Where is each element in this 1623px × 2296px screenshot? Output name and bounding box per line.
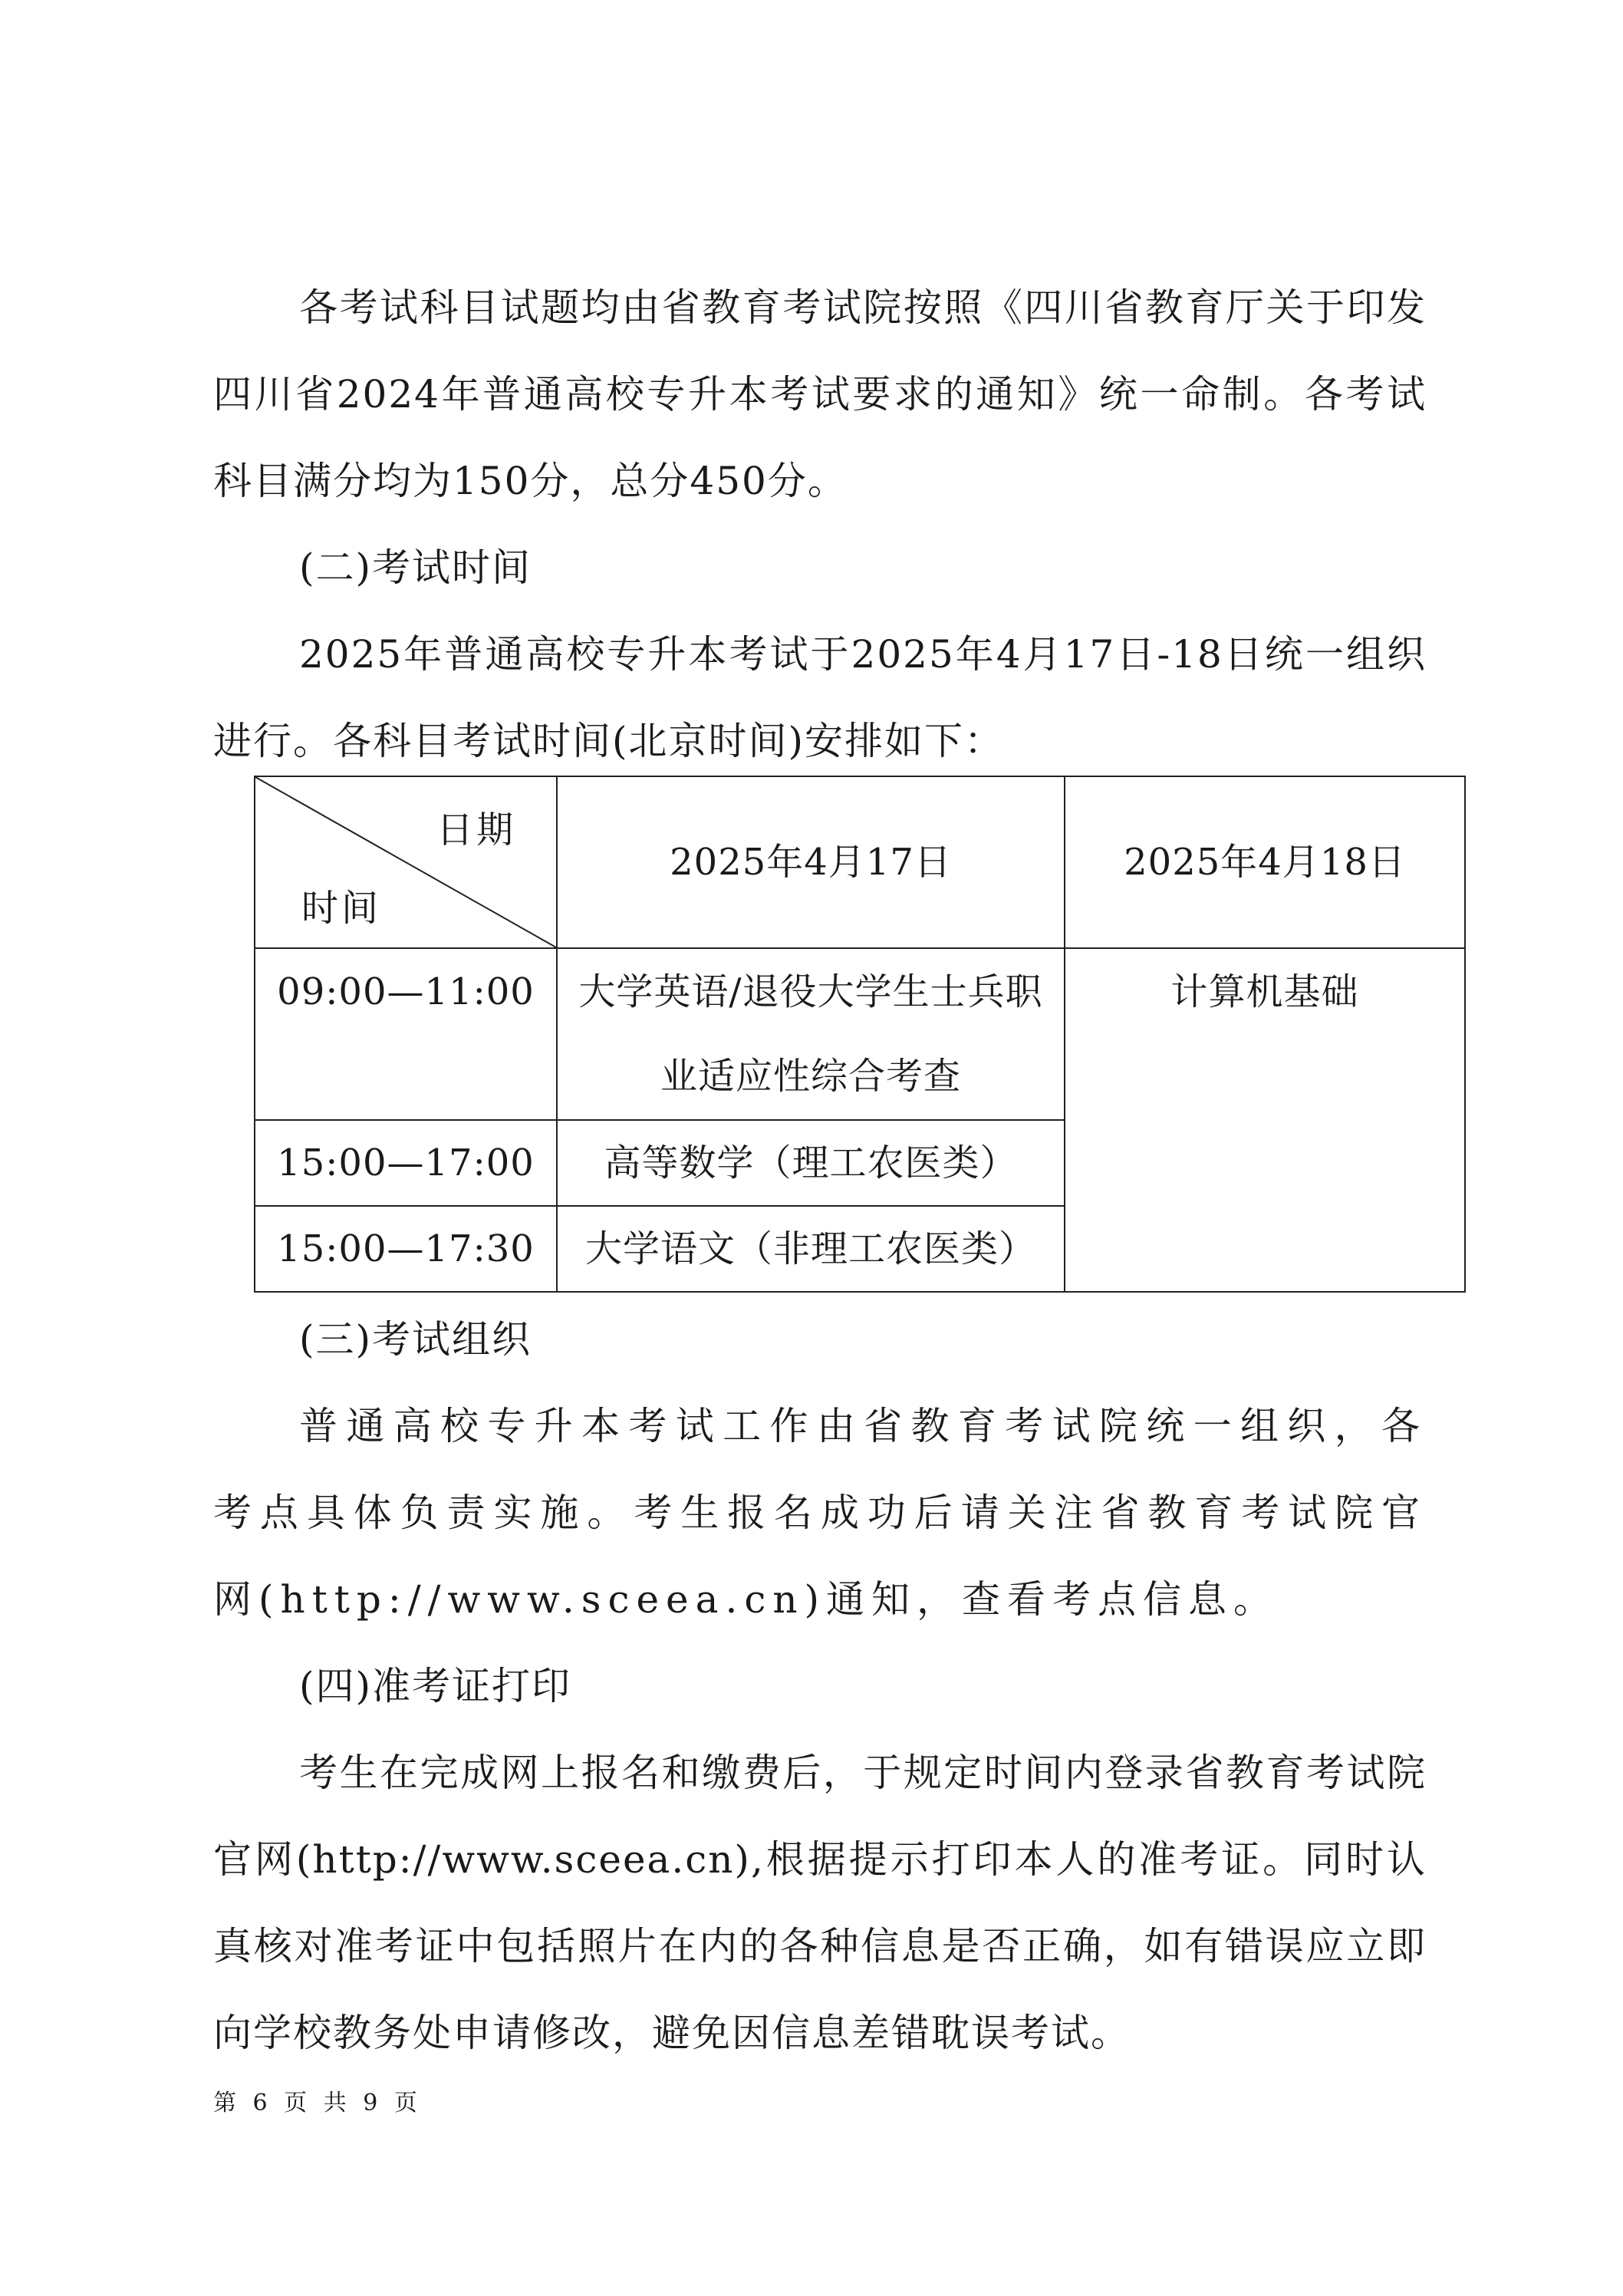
- row-1-day2-text: 计算机基础: [1170, 970, 1359, 1013]
- heading-exam-time: (二)考试时间: [299, 545, 532, 590]
- table-row-2-3-day2: [1065, 1121, 1464, 1291]
- paragraph-admission-ticket: 考生在完成网上报名和缴费后，于规定时间内登录省教育考试院官网(http://www.sceea.cn),根据提示打印本人的准考证。同时认真核对准考证中包括照片在内的各种信息是否正确，如有错误应立即向学校教务处申请修改，避免因信息差错耽误考试。: [213, 1751, 1427, 2055]
- row-3-day1-text: 大学语文（非理工农医类）: [584, 1227, 1036, 1270]
- header-date-label: 日期: [436, 809, 517, 852]
- paragraph-exam-organization: 普通高校专升本考试工作由省教育考试院统一组织，各考点具体负责实施。考生报名成功后请关注省教育考试院官网(http://www.sceea.cn)通知，查看考点信息。: [213, 1404, 1427, 1622]
- header-date-2-text: 2025年4月18日: [1124, 841, 1406, 884]
- table-row-1-time: [255, 949, 556, 1035]
- paragraph-exam-content: 各考试科目试题均由省教育考试院按照《四川省教育厅关于印发四川省2024年普通高校专升本考试要求的通知》统一命制。各考试科目满分均为150分，总分450分。: [213, 285, 1427, 503]
- header-time-label: 时间: [301, 887, 382, 930]
- page-number: 第 6 页 共 9 页: [213, 2090, 422, 2116]
- heading-exam-organization: (三)考试组织: [299, 1317, 532, 1362]
- table-row-2-time: [255, 1121, 556, 1205]
- header-date-2: [1065, 777, 1464, 947]
- paragraph-exam-time: 2025年普通高校专升本考试于2025年4月17日-18日统一组织进行。各科目考试时间(北京时间)安排如下：: [213, 632, 1427, 763]
- header-date-1: [558, 777, 1064, 947]
- heading-admission-ticket: (四)准考证打印: [299, 1664, 572, 1708]
- table-row-1-day1: [558, 949, 1064, 1119]
- row-2-time-text: 15:00—17:00: [277, 1141, 535, 1184]
- row-3-time-text: 15:00—17:30: [277, 1227, 535, 1270]
- table-row-1-day2: [1065, 949, 1464, 1035]
- row-2-day1-text: 高等数学（理工农医类）: [604, 1141, 1018, 1184]
- header-date-1-text: 2025年4月17日: [670, 841, 952, 884]
- table-row-3-time: [255, 1207, 556, 1291]
- exam-schedule-table: [254, 776, 1466, 1293]
- row-1-time-text: 09:00—11:00: [277, 970, 535, 1013]
- row-1-day1-text: 大学英语/退役大学生士兵职业适应性综合考查: [578, 970, 1043, 1098]
- table-row-2-day1: [558, 1121, 1064, 1205]
- table-row-3-day1: [558, 1207, 1064, 1291]
